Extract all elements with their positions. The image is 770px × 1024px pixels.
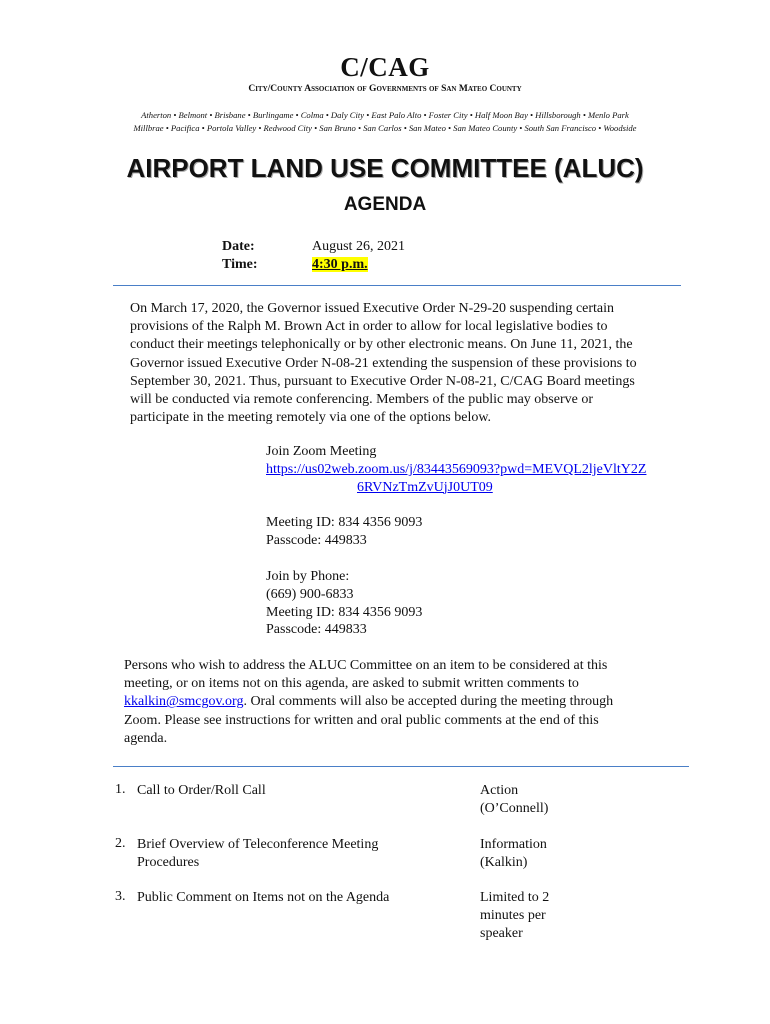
- phone-passcode: Passcode: 449833: [266, 622, 367, 638]
- comments-line: Persons who wish to address the ALUC Committee on an item to be considered at this: [124, 658, 608, 673]
- intro-line: provisions of the Ralph M. Brown Act in order to allow for local legislative bodies to: [130, 319, 608, 335]
- zoom-passcode: Passcode: 449833: [266, 533, 367, 549]
- intro-line: conduct their meetings telephonically or by other electronic means. On June 11, 2021, the: [130, 337, 633, 353]
- remote-access-block: [266, 443, 686, 639]
- comments-line: . Oral comments will also be accepted during the meeting through: [243, 694, 614, 710]
- phone-join-label: Join by Phone:: [266, 568, 350, 584]
- phone-number: (669) 900-6833: [266, 586, 354, 602]
- agenda-item-action: [480, 836, 620, 872]
- intro-paragraph: [130, 300, 682, 427]
- agenda-item-number: 3.: [115, 889, 126, 904]
- comments-email-link[interactable]: kkalkin@smcgov.org: [124, 694, 244, 710]
- agenda-item-title: [137, 782, 437, 800]
- agenda-item-action-line: Action: [480, 783, 519, 798]
- agenda-item-title: [137, 889, 437, 907]
- date-value: August 26, 2021: [312, 239, 405, 254]
- agenda-item-title-line: Brief Overview of Teleconference Meeting: [137, 837, 379, 852]
- agenda-item-action-line: (Kalkin): [480, 854, 528, 870]
- comments-line: Zoom. Please see instructions for written and oral public comments at the end of this: [124, 712, 599, 728]
- agenda-item-title: [137, 836, 437, 872]
- zoom-link[interactable]: https://us02web.zoom.us/j/83443569093?pwd=MEVQL2ljeVltY2Z: [266, 461, 647, 477]
- phone-meeting-id: Meeting ID: 834 4356 9093: [266, 604, 423, 620]
- agenda-item-action-line: speaker: [480, 925, 523, 941]
- time-label: Time:: [222, 257, 258, 272]
- agenda-heading: AGENDA: [343, 194, 427, 215]
- agenda-item-action-line: Information: [480, 837, 547, 852]
- time-value: 4:30 p.m.: [312, 257, 368, 272]
- zoom-link-continued[interactable]: 6RVNzTmZvUjJ0UT09: [357, 479, 493, 495]
- comments-line: meeting, or on items not on this agenda, are asked to submit written comments to: [124, 676, 579, 692]
- intro-line: will be conducted via remote conferencing. Members of the public may observe or: [130, 392, 594, 408]
- agenda-item-action-line: (O’Connell): [480, 800, 549, 816]
- intro-line: On March 17, 2020, the Governor issued Executive Order N-29-20 suspending certain: [130, 301, 615, 316]
- agenda-item-action: [480, 889, 620, 942]
- divider: [113, 766, 689, 767]
- agenda-item-number: 1.: [115, 782, 126, 797]
- zoom-join-label: Join Zoom Meeting: [266, 444, 377, 459]
- agenda-item-action-line: Limited to 2: [480, 890, 550, 905]
- date-label: Date:: [222, 239, 255, 254]
- public-comments-paragraph: [124, 657, 670, 748]
- agenda-item-action-line: minutes per: [480, 907, 546, 923]
- agenda-item-title-line: Call to Order/Roll Call: [137, 783, 266, 798]
- comments-line: agenda.: [124, 730, 168, 746]
- org-title: C/CAG: [340, 52, 430, 82]
- intro-line: September 30, 2021. Thus, pursuant to Executive Order N-08-21, C/CAG Board meetings: [130, 373, 635, 389]
- member-cities-line-2: Millbrae • Pacifica • Portola Valley • Redwood City • San Bruno • San Carlos • San Mateo • San Mateo County • South San Francisco • Woodside: [133, 123, 637, 133]
- intro-line: Governor issued Executive Order N-08-21 extending the suspension of these provisions to: [130, 355, 637, 371]
- agenda-item-title-line: Public Comment on Items not on the Agenda: [137, 890, 390, 905]
- org-subtitle: City/County Association of Governments of San Mateo County: [248, 84, 522, 94]
- intro-line: participate in the meeting remotely via one of the options below.: [130, 410, 492, 426]
- agenda-item-title-line: Procedures: [137, 854, 200, 870]
- member-cities-line-1: Atherton • Belmont • Brisbane • Burlingame • Colma • Daly City • East Palo Alto • Foster City • Half Moon Bay • Hillsborough • Menlo Park: [141, 110, 629, 120]
- zoom-meeting-id: Meeting ID: 834 4356 9093: [266, 515, 423, 531]
- agenda-item-number: 2.: [115, 836, 126, 851]
- divider: [113, 285, 681, 286]
- committee-title: AIRPORT LAND USE COMMITTEE (ALUC): [126, 153, 644, 183]
- agenda-item-action: [480, 782, 620, 818]
